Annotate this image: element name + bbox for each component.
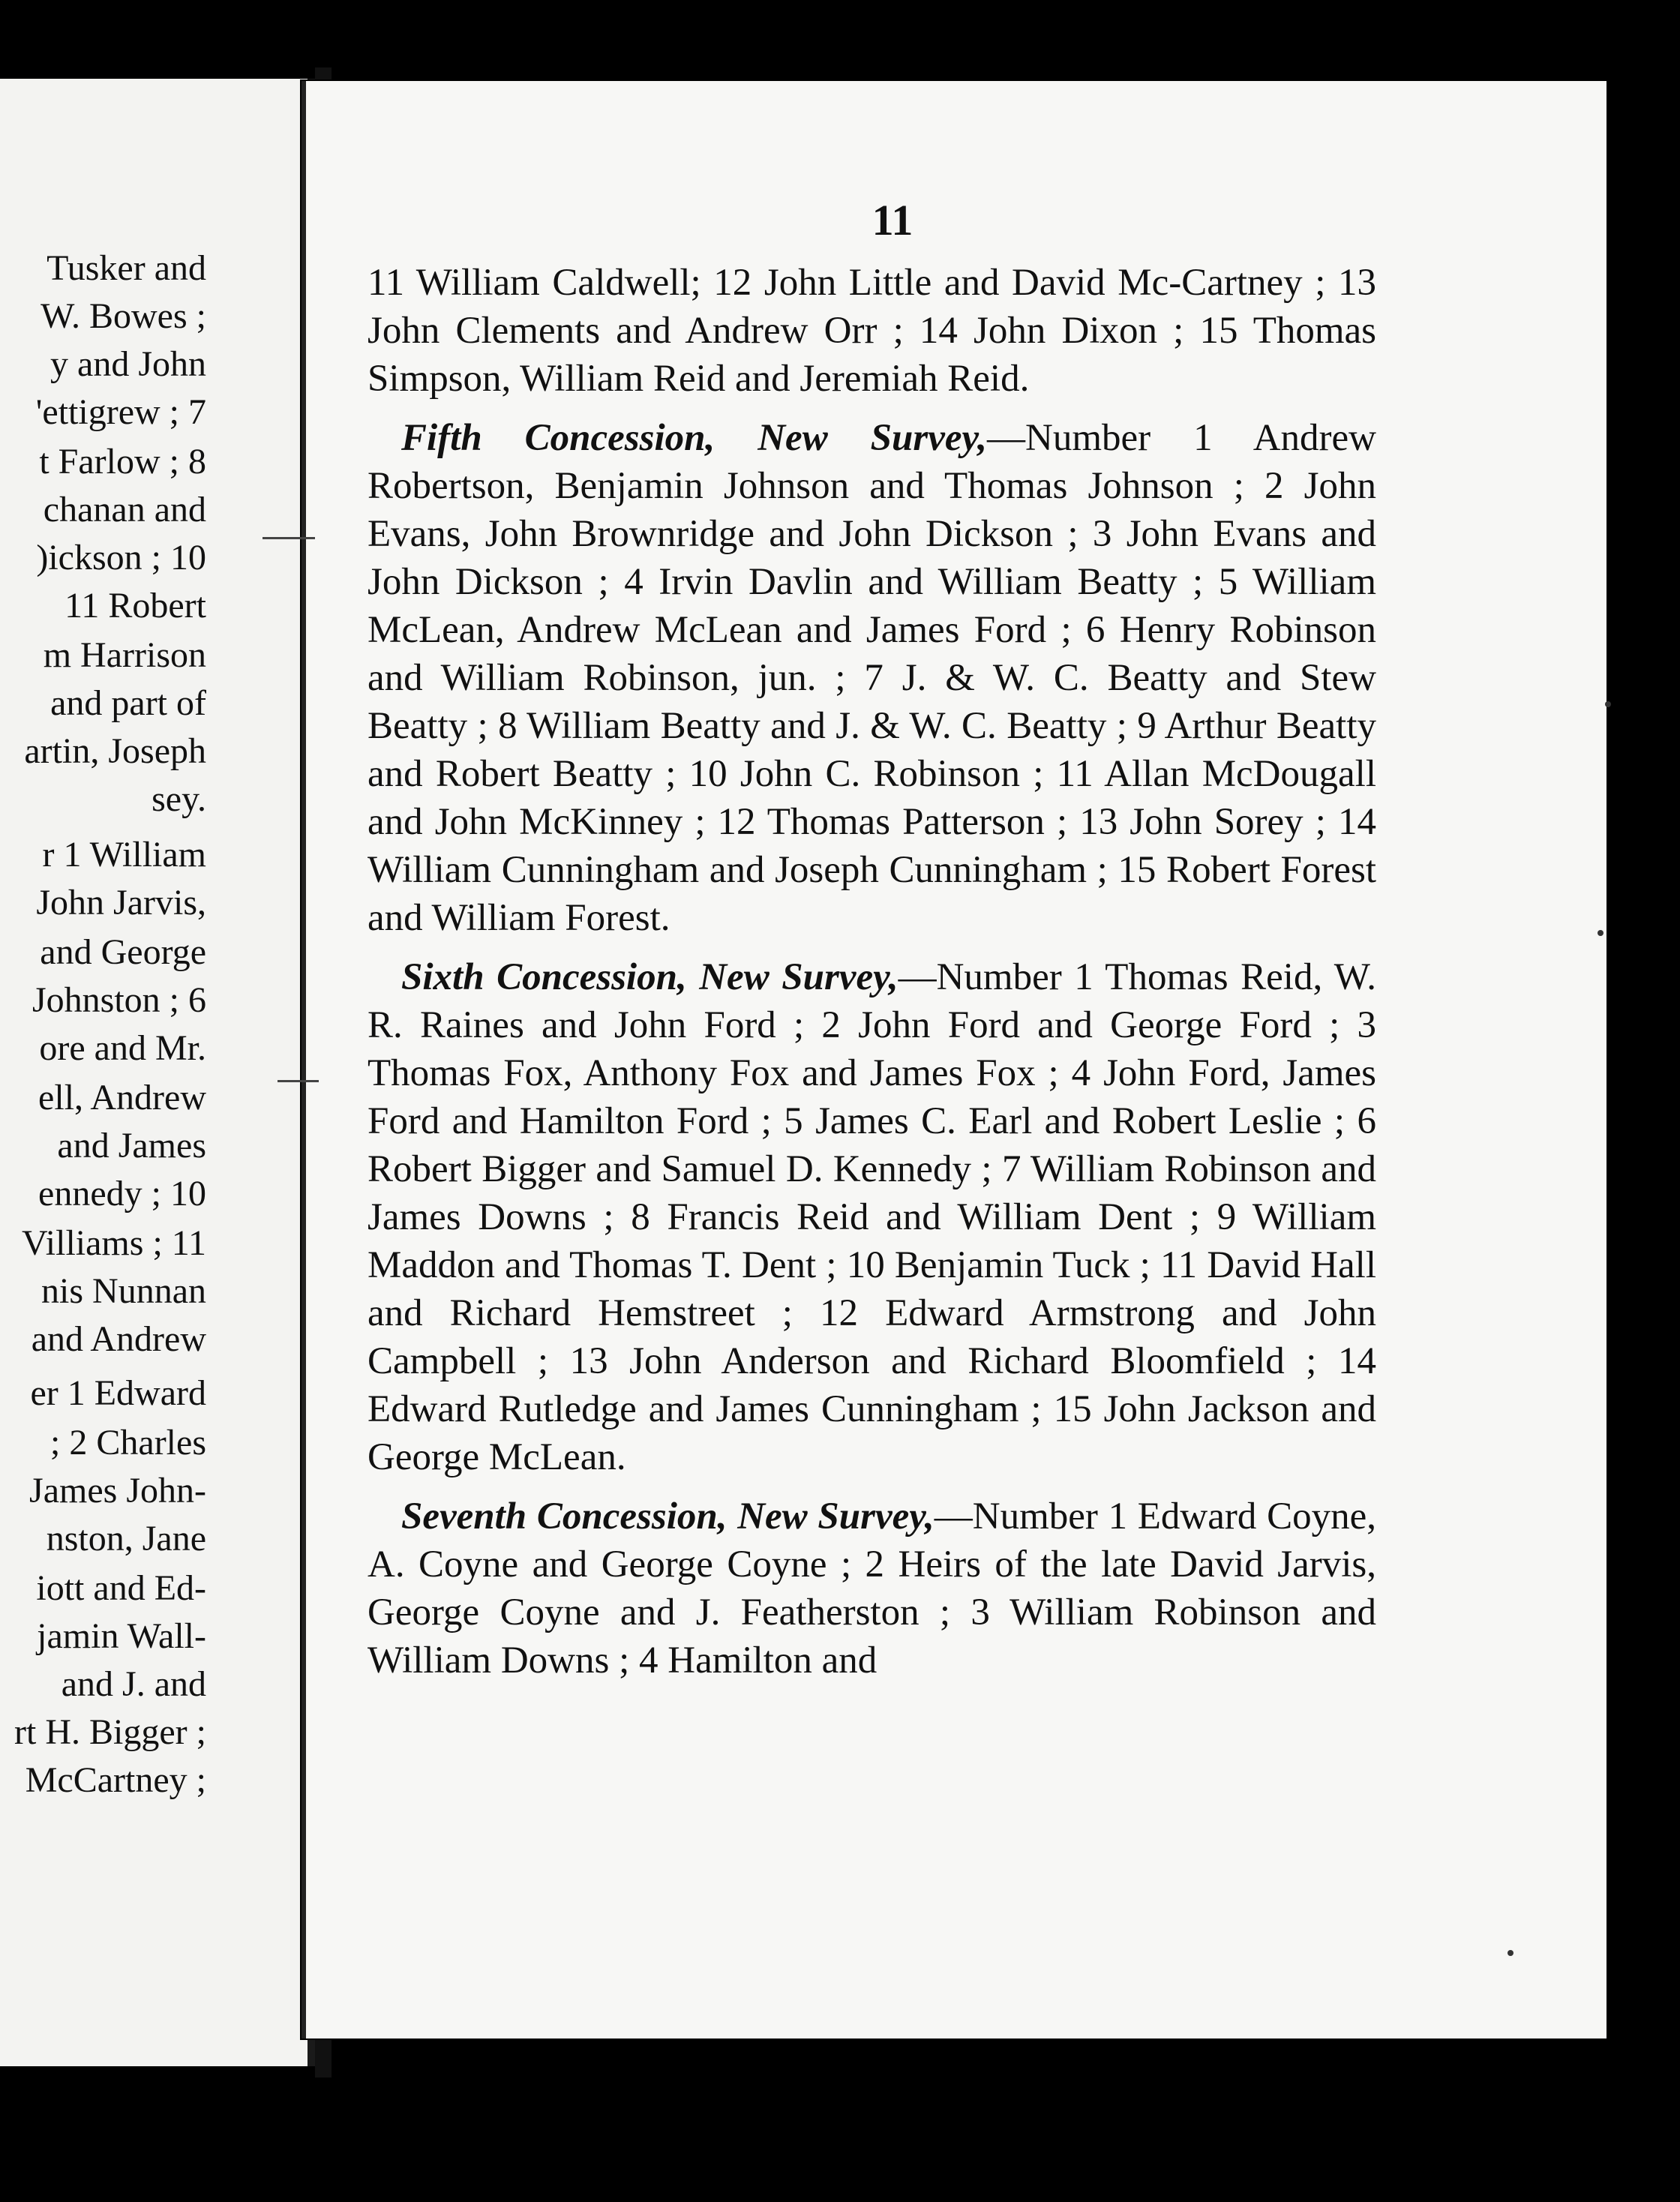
section-heading: Fifth Concession, New Survey, <box>401 417 987 459</box>
left-page-line: Tusker and <box>46 248 206 288</box>
left-page-line: 11 Robert <box>64 586 206 626</box>
left-page-line: artin, Joseph <box>24 731 206 771</box>
left-page-line: rt H. Bigger ; <box>14 1712 206 1752</box>
page-number: 11 <box>872 196 914 244</box>
left-page-line: Villiams ; 11 <box>22 1223 206 1263</box>
paragraph-text: 11 William Caldwell; 12 John Little and David Mc-Cartney ; 13 John Clements and Andrew Orr ; 14 John Dixon ; 15 Thomas Simpson, William Reid and Jeremiah Reid. <box>368 262 1376 400</box>
speck <box>1605 701 1611 707</box>
left-page-line: t Farlow ; 8 <box>39 442 206 482</box>
left-page-line: )ickson ; 10 <box>36 538 206 578</box>
left-page-line: and J. and <box>61 1664 206 1704</box>
margin-mark <box>278 1080 319 1082</box>
left-page-line: James John- <box>29 1471 206 1510</box>
left-page-line: er 1 Edward <box>30 1373 206 1413</box>
paragraph-fifth-concession <box>368 414 1376 942</box>
left-page-line: ; 2 Charles <box>50 1423 206 1462</box>
left-page-line: y and John <box>50 344 206 384</box>
left-page-line: and Andrew <box>31 1319 206 1359</box>
section-heading: Seventh Concession, New Survey, <box>401 1496 934 1538</box>
left-page-line: m Harrison <box>43 635 206 675</box>
speck <box>1508 1950 1514 1956</box>
left-page-line: and part of <box>50 683 206 723</box>
margin-mark <box>262 537 315 539</box>
left-facing-page <box>0 79 315 2066</box>
left-page-line: and James <box>57 1126 206 1166</box>
left-page-line: ell, Andrew <box>38 1078 206 1118</box>
left-page-line: sey. <box>152 779 206 819</box>
paragraph-text: —Number 1 Edward Coyne, A. Coyne and George Coyne ; 2 Heirs of the late David Jarvis, George Coyne and J. Featherston ; 3 William Robinson and William Downs ; 4 Hamilton and <box>368 1496 1376 1682</box>
left-page-line: jamin Wall- <box>37 1616 206 1656</box>
paragraph-seventh-concession <box>368 1492 1376 1684</box>
paragraph-text: —Number 1 Andrew Robertson, Benjamin Johnson and Thomas Johnson ; 2 John Evans, John Brownridge and John Dickson ; 3 John Evans and John Dickson ; 4 Irvin Davlin and William Beatty ; 5 William McLean, Andrew McLean and James Ford ; 6 Henry Robinson and William Robinson, jun. ; 7 J. & W. C. Beatty and Stew Beatty ; 8 William Beatty and J. & W. C. Beatty ; 9 Arthur Beatty and Robert Beatty ; 10 John C. Robinson ; 11 Allan McDougall and John McKinney ; 12 Thomas Patterson ; 13 John Sorey ; 14 William Cunningham and Joseph Cunningham ; 15 Robert Forest and William Forest. <box>368 417 1376 939</box>
paragraph-text: —Number 1 Thomas Reid, W. R. Raines and John Ford ; 2 John Ford and George Ford ; 3 Thomas Fox, Anthony Fox and James Fox ; 4 John Ford, James Ford and Hamilton Ford ; 5 James C. Earl and Robert Leslie ; 6 Robert Bigger and Samuel D. Kennedy ; 7 William Robinson and James Downs ; 8 Francis Reid and William Dent ; 9 William Maddon and Thomas T. Dent ; 10 Benjamin Tuck ; 11 David Hall and Richard Hemstreet ; 12 Edward Armstrong and John Campbell ; 13 John Anderson and Richard Bloomfield ; 14 Edward Rutledge and James Cunningham ; 15 John Jackson and George McLean. <box>368 956 1376 1478</box>
left-page-line: chanan and <box>43 490 206 530</box>
left-page-line: ennedy ; 10 <box>38 1174 206 1214</box>
left-page-line: W. Bowes ; <box>40 296 206 336</box>
left-page-line: Johnston ; 6 <box>32 980 206 1020</box>
body-text <box>368 259 1376 1696</box>
left-page-line: r 1 William <box>42 835 206 874</box>
paragraph-continuation <box>368 259 1376 403</box>
paragraph-sixth-concession <box>368 953 1376 1481</box>
left-page-line: ore and Mr. <box>39 1028 206 1068</box>
left-page-line: 'ettigrew ; 7 <box>35 392 206 432</box>
left-page-line: and George <box>40 932 206 972</box>
speck <box>1598 930 1604 936</box>
left-page-line: iott and Ed- <box>36 1568 206 1608</box>
left-page-line: McCartney ; <box>25 1760 206 1800</box>
left-page-line: John Jarvis, <box>36 883 206 922</box>
section-heading: Sixth Concession, New Survey, <box>401 956 898 998</box>
left-page-line: nis Nunnan <box>41 1271 206 1311</box>
left-page-line: nston, Jane <box>46 1519 206 1558</box>
